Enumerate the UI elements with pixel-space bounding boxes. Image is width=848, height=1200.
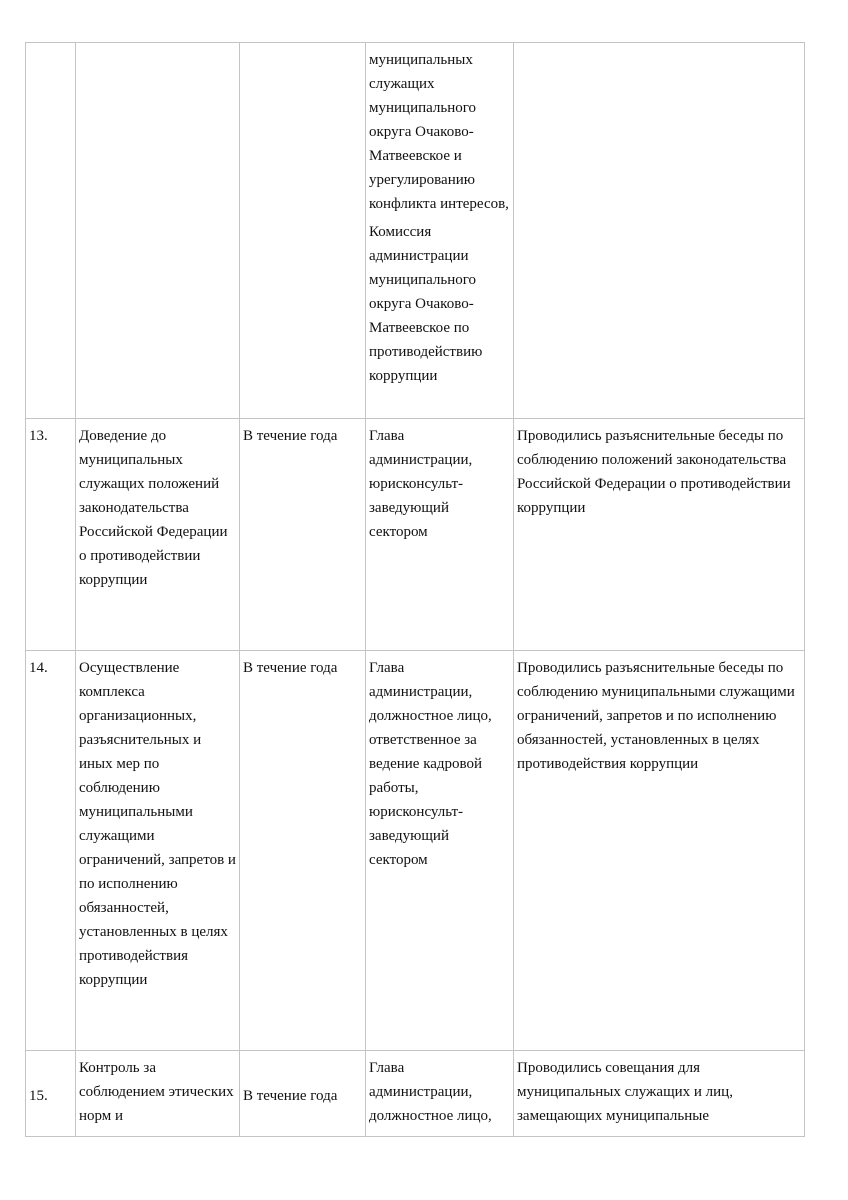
- table-row: [25, 651, 805, 1051]
- responsible-paragraph: Комиссия администрации муниципального округа Очаково-Матвеевское по противодействию коррупции: [369, 224, 483, 384]
- cell-responsible: [366, 42, 514, 419]
- cell-period: [240, 42, 366, 419]
- cell-measure: [76, 42, 240, 419]
- cell-measure: Доведение до муниципальных служащих положений законодательства Российской Федерации о противодействии коррупции: [76, 419, 240, 651]
- cell-measure: Осуществление комплекса организационных, разъяснительных и иных мер по соблюдению муниципальными служащими ограничений, запретов и по исполнению обязанностей, установленных в целях противодействия коррупции: [76, 651, 240, 1051]
- cell-responsible: Глава администрации, должностное лицо,: [366, 1051, 514, 1137]
- cell-result: [514, 42, 805, 419]
- cell-measure: Контроль за соблюдением этических норм и: [76, 1051, 240, 1137]
- cell-responsible: Глава администрации, должностное лицо, ответственное за ведение кадровой работы, юрисконсульт-заведующий сектором: [366, 651, 514, 1051]
- cell-period: В течение года: [240, 1051, 366, 1137]
- cell-number: [25, 42, 76, 419]
- table-row: [25, 1051, 805, 1137]
- cell-number: 13.: [25, 419, 76, 651]
- cell-period: В течение года: [240, 419, 366, 651]
- table-row-continuation: [25, 42, 805, 419]
- table-row: [25, 419, 805, 651]
- cell-result: Проводились совещания для муниципальных служащих и лиц, замещающих муниципальные: [514, 1051, 805, 1137]
- anti-corruption-report-table: [25, 42, 805, 1137]
- cell-period: В течение года: [240, 651, 366, 1051]
- responsible-paragraph: муниципальных служащих муниципального округа Очаково-Матвеевское и урегулированию конфликта интересов,: [369, 52, 509, 212]
- cell-result: Проводились разъяснительные беседы по соблюдению муниципальными служащими ограничений, запретов и по исполнению обязанностей, установленных в целях противодействия коррупции: [514, 651, 805, 1051]
- cell-number: 14.: [25, 651, 76, 1051]
- cell-result: Проводились разъяснительные беседы по соблюдению положений законодательства Российской Федерации о противодействии коррупции: [514, 419, 805, 651]
- cell-number: 15.: [25, 1051, 76, 1137]
- cell-responsible: Глава администрации, юрисконсульт-заведующий сектором: [366, 419, 514, 651]
